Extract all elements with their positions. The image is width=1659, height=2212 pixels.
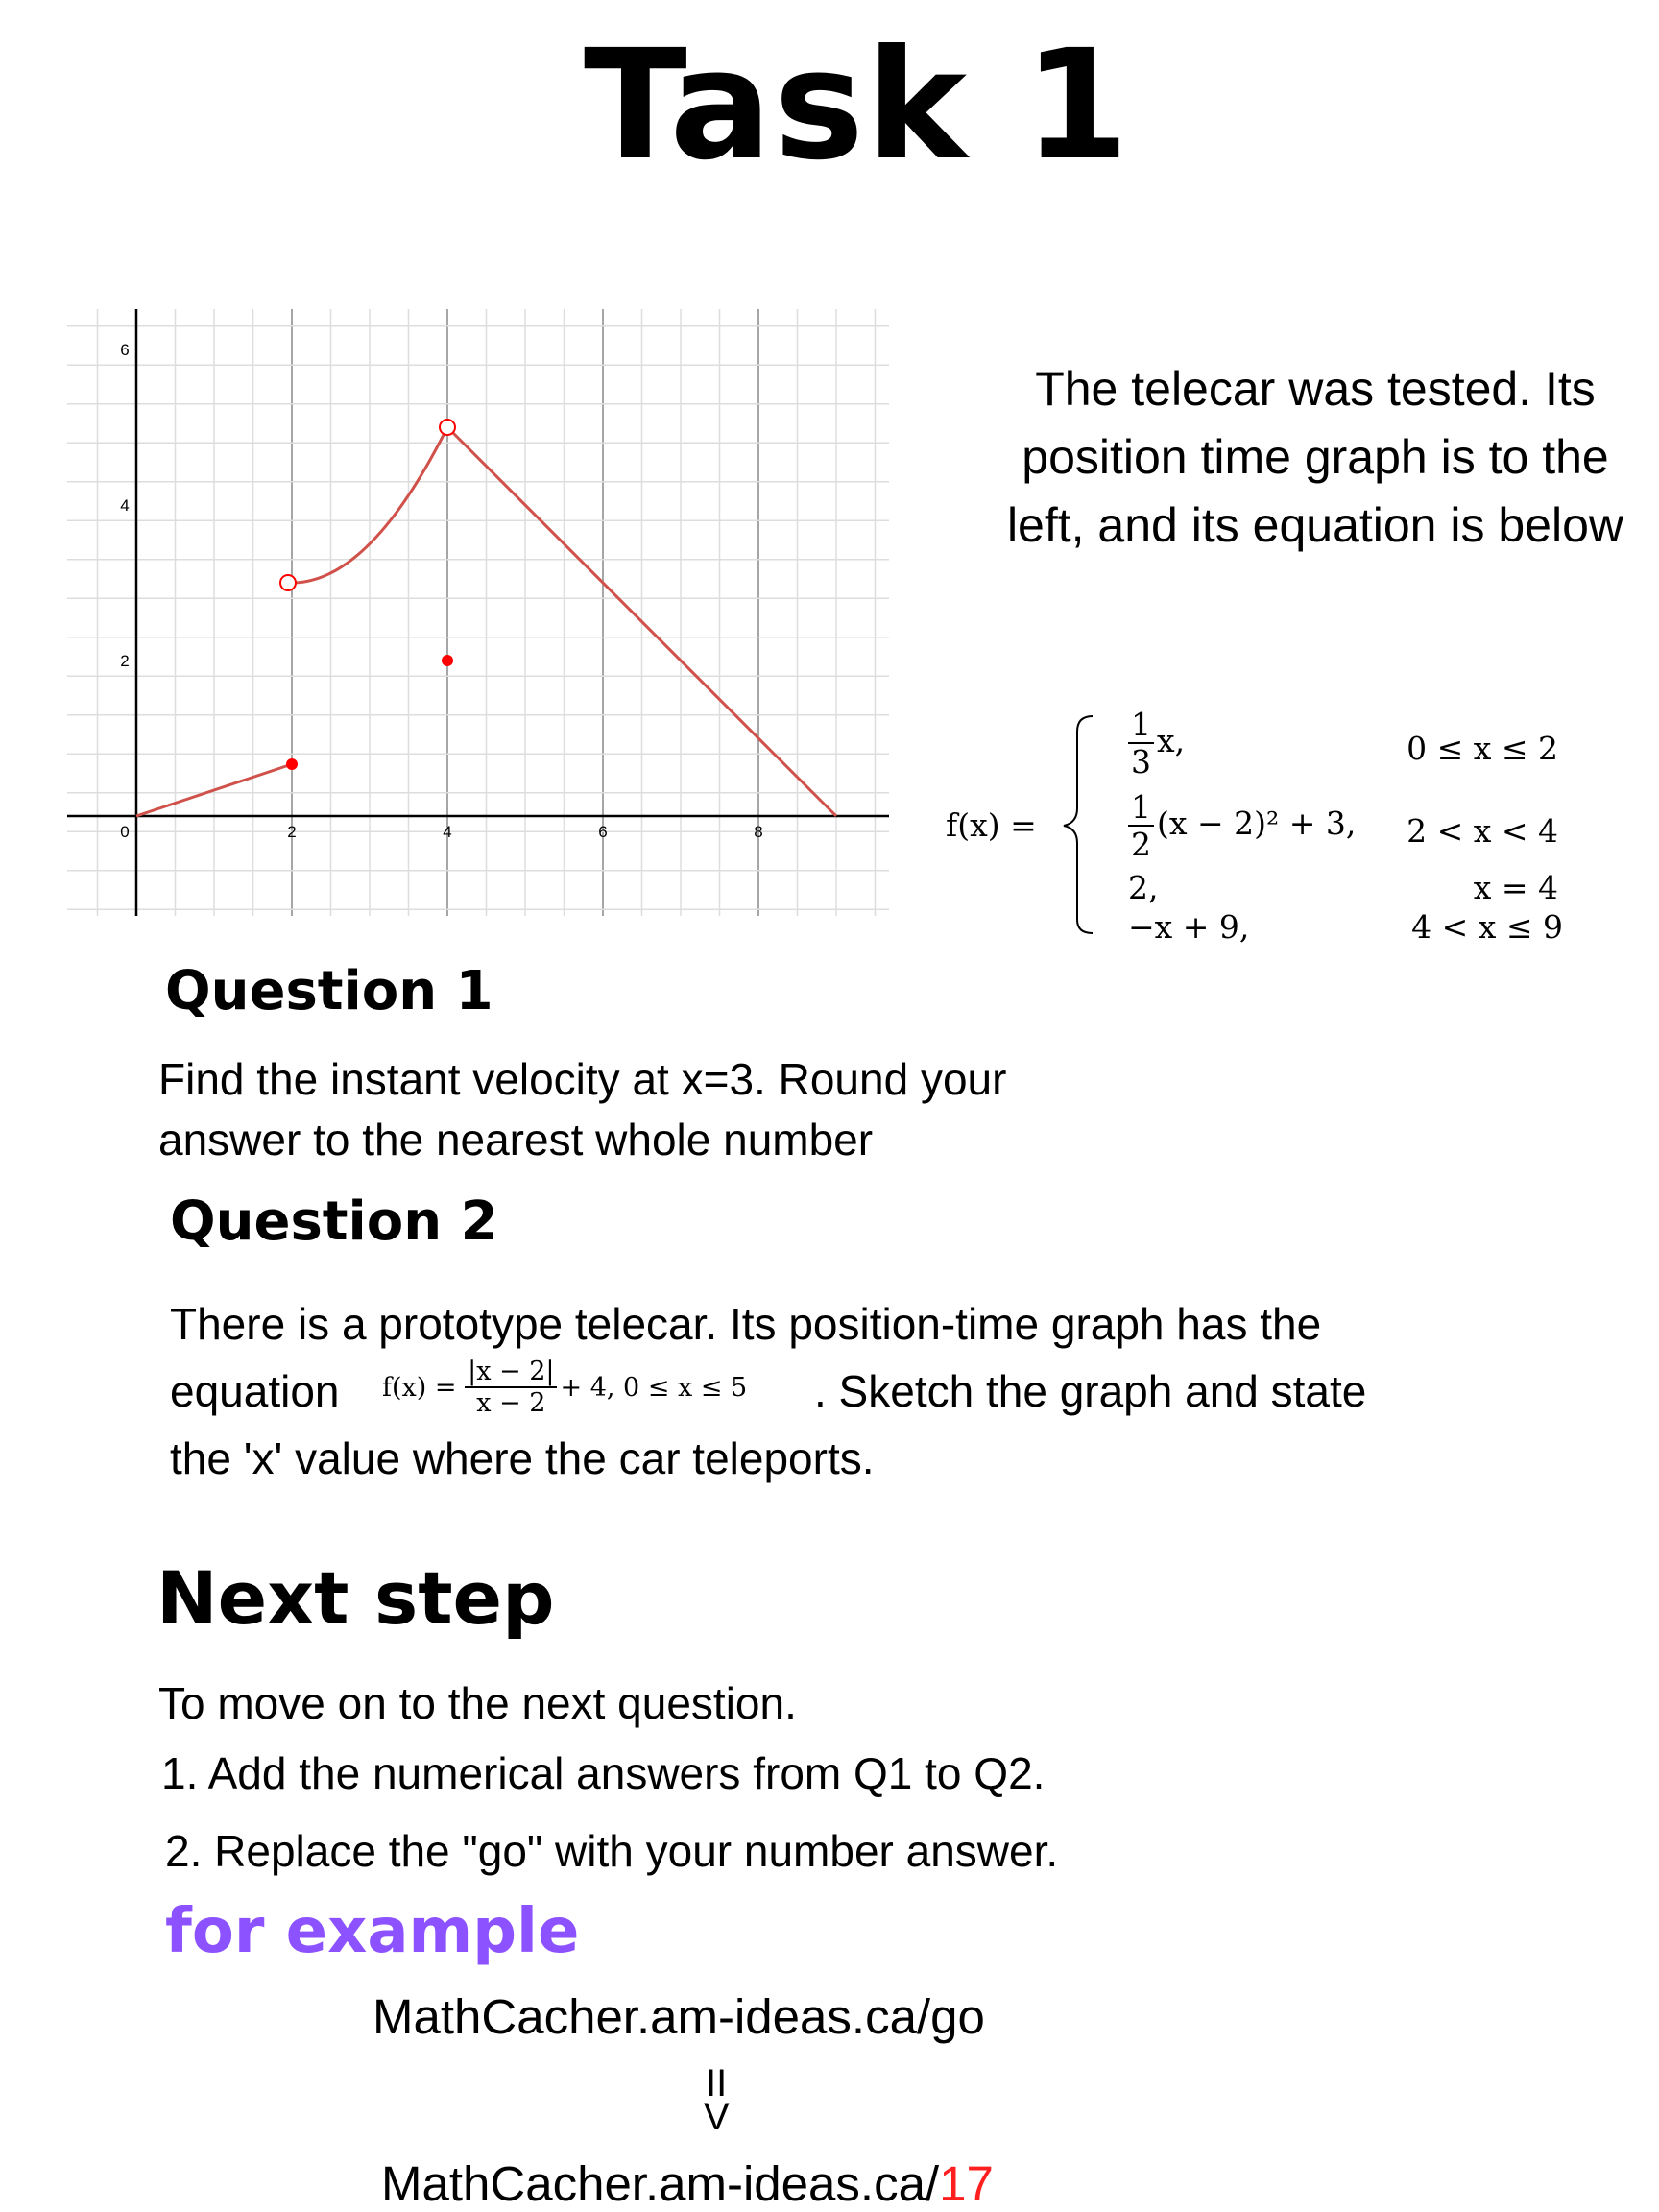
y-tick-label: 4	[120, 496, 130, 515]
equation-lhs: f(x) =	[946, 806, 1037, 844]
equation-row-4: −x + 9,	[1128, 908, 1250, 946]
question-2-line-2-start: equation	[170, 1366, 340, 1416]
graph-tick-labels	[120, 341, 762, 841]
equation-cond-4: 4 < x ≤ 9	[1411, 908, 1563, 946]
closed-point	[442, 655, 453, 666]
question-2-equation: f(x) = $\frac{|x - 2|}{x - 2}$ + 4, 0 ≤ x ≤ 5	[382, 1357, 748, 1418]
next-step-1: 1. Add the numerical answers from Q1 to Q2.	[161, 1748, 1046, 1798]
arrow-down-icon: V	[704, 2096, 730, 2138]
open-point	[440, 420, 455, 435]
intro-text: The telecar was tested. Its position time graph is to the left, and its equation is below	[1006, 362, 1624, 552]
brace-icon	[1056, 712, 1094, 938]
arrow-top: II	[706, 2062, 728, 2104]
x-tick-label: 4	[443, 823, 452, 841]
example-url-after: MathCacher.am-ideas.ca/17	[381, 2156, 994, 2211]
question-2-line-1: There is a prototype telecar. Its position-time graph has the	[170, 1299, 1322, 1349]
question-2-line-3: the 'x' value where the car teleports.	[170, 1433, 875, 1483]
equation-row-3: 2,	[1128, 869, 1159, 906]
question-1-line-1: Find the instant velocity at x=3. Round your	[158, 1054, 1007, 1104]
equation-row-1: $\frac{1}{3}$ x,	[1128, 709, 1185, 778]
open-point	[280, 575, 296, 590]
example-url-before: MathCacher.am-ideas.ca/go	[373, 1989, 985, 2044]
equation-cond-1: 0 ≤ x ≤ 2	[1407, 730, 1558, 767]
question-2-line-2-end: . Sketch the graph and state	[814, 1366, 1367, 1416]
equation-row-2: $\frac{1}{2}$ (x − 2)² + 3,	[1128, 791, 1356, 860]
position-time-graph	[0, 0, 960, 941]
next-step-2: 2. Replace the "go" with your number answer.	[165, 1826, 1059, 1876]
equation-cond-2: 2 < x < 4	[1407, 812, 1558, 850]
page-title: Task 1	[583, 17, 1132, 194]
question-1-heading: Question 1	[165, 960, 493, 1022]
x-tick-label: 2	[287, 823, 297, 841]
example-label: for example	[165, 1896, 580, 1967]
next-step-heading: Next step	[156, 1555, 555, 1641]
y-tick-label: 6	[120, 341, 130, 359]
equation-cond-3: x = 4	[1473, 869, 1558, 906]
y-tick-label: 2	[120, 652, 130, 670]
question-1-line-2: answer to the nearest whole number	[158, 1115, 874, 1165]
closed-point	[286, 758, 298, 770]
question-2-heading: Question 2	[170, 1190, 498, 1253]
graph-grid	[67, 309, 889, 916]
x-tick-label: 6	[598, 823, 608, 841]
x-tick-label: 0	[120, 823, 130, 841]
next-step-intro: To move on to the next question.	[158, 1678, 797, 1728]
x-tick-label: 8	[754, 823, 763, 841]
